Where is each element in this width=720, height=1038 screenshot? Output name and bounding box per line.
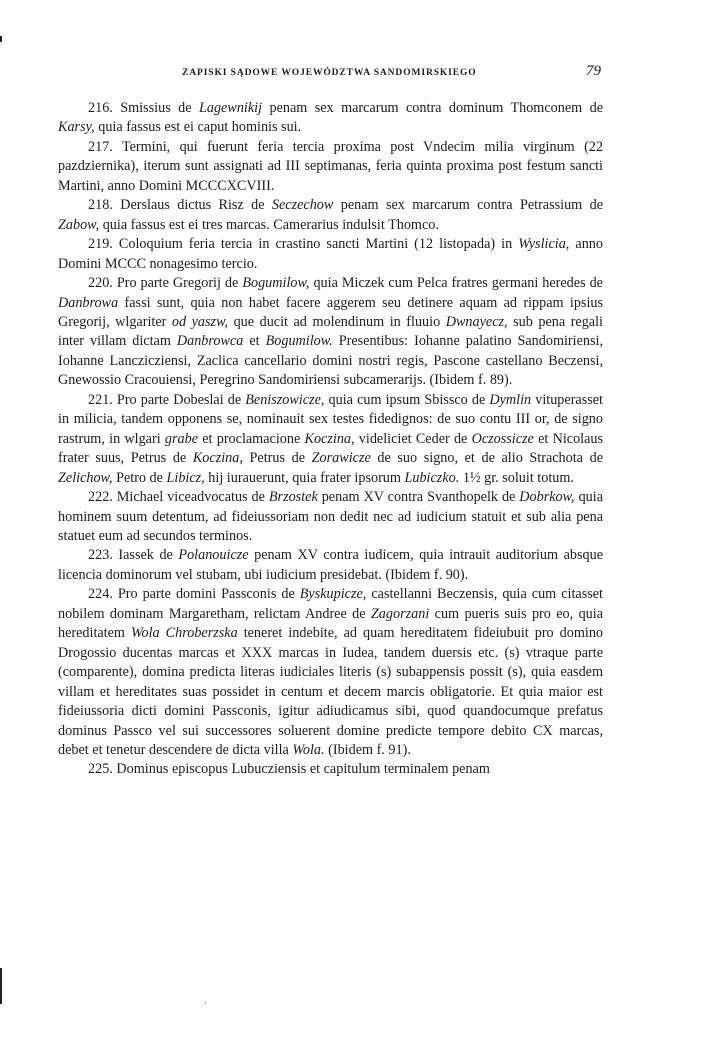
entry-text: castellanni Beczensis, quia cum citasset nobilem dominam Margaretham, relictam Andree de	[58, 586, 603, 622]
entry-place-name: Zelichow,	[58, 469, 113, 486]
entry-text: Petro de	[112, 469, 167, 486]
entry-place-name: Bogumilow,	[242, 275, 310, 292]
page-header	[0, 60, 720, 88]
entry-text: 1½ gr. soluit totum.	[459, 469, 574, 486]
entry-place-name: Zorawicze	[311, 450, 371, 467]
entry-text: 223. Iassek de	[88, 547, 179, 564]
entry-place-name: grabe	[164, 430, 199, 447]
entry-text: 216. Smissius de	[88, 100, 199, 116]
entry-place-name: Bogumilow.	[265, 333, 333, 350]
entry-place-name: Karsy,	[58, 119, 95, 136]
entry-text: 221. Pro parte Dobeslai de	[88, 391, 246, 408]
entry-text: quia Miczek cum Pelca fratres germani heredes de	[309, 275, 603, 292]
entry-place-name: Lubiczko.	[404, 469, 460, 486]
entry-text: 220. Pro parte Gregorij de	[88, 275, 243, 292]
entry-paragraph	[58, 138, 603, 196]
entry-text: 219. Coloquium feria tercia in crastino sancti Martini (12 listopada) in	[88, 236, 519, 253]
entry-place-name: Wola Chroberzska	[131, 625, 238, 642]
entry-text: hij iurauerunt, quia frater ipsorum	[204, 469, 405, 486]
page-number: 79	[586, 63, 601, 79]
entry-place-name: Zagorzani	[370, 605, 430, 622]
page-edge-mark-bottom	[0, 968, 2, 1004]
entry-text: et	[243, 333, 266, 350]
entry-place-name: Beniszowicze,	[245, 391, 325, 408]
entry-paragraph	[58, 196, 603, 235]
entry-text: penam sex marcarum contra dominum Thomconem de	[262, 100, 603, 116]
entry-text: quia hominem suum detentum, ad fideiussoriam non dedit nec ad iudicium statuit et sub alia pena statuet eum ad secundos terminos.	[58, 489, 603, 544]
entry-text: que ducit ad molendinum in fluuio	[228, 313, 446, 330]
entry-place-name: Dobrkow,	[519, 489, 575, 506]
entry-text: vituperasset in milicia, tandem opponens se, nominauit sex testes fidedignos: de suo contu III or, de signo rastrum, in wlgari	[58, 391, 603, 447]
entry-text: 224. Pro parte domini Passconis de	[88, 586, 300, 603]
entry-paragraph	[58, 488, 603, 546]
entry-place-name: Byskupicze,	[299, 586, 367, 603]
entry-paragraph	[58, 235, 603, 274]
entry-text: quia fassus est ei caput hominis sui.	[94, 119, 302, 136]
entry-place-name: Lagewnikij	[198, 100, 263, 116]
entry-text: penam sex marcarum contra Petrassium de	[333, 197, 603, 214]
entry-place-name: Danbrowca	[176, 333, 244, 350]
entry-text: (Ibidem f. 91).	[324, 741, 411, 758]
entry-text: penam XV contra Svanthopelk de	[317, 489, 520, 506]
entry-text: quia fassus est ei tres marcas. Camerarius indulsit Thomco.	[99, 216, 439, 233]
entry-paragraph	[58, 546, 603, 585]
entry-place-name: Polanouicze	[178, 547, 249, 564]
entry-paragraph	[58, 585, 603, 760]
entry-text: Petrus de	[242, 450, 312, 467]
entry-text: quia cum ipsum Sbissco de	[324, 391, 490, 408]
entry-place-name: Zabow,	[58, 216, 100, 233]
entry-paragraph	[58, 391, 603, 488]
entry-text: et proclamacione	[198, 430, 305, 447]
entry-text: 225. Dominus episcopus Lubucziensis et capitulum terminalem penam	[88, 761, 490, 778]
entry-place-name: Koczina,	[192, 450, 243, 467]
entry-place-name: Wola.	[292, 741, 325, 758]
entry-text: sub pena regali inter villam dictam	[58, 313, 603, 350]
entry-place-name: Libicz,	[166, 469, 205, 486]
entry-text: 222. Michael viceadvocatus de	[88, 489, 269, 506]
body-text	[58, 99, 603, 780]
entry-paragraph	[58, 274, 603, 391]
running-title: ZAPISKI SĄDOWE WOJEWÓDZTWA SANDOMIRSKIEGO	[182, 68, 477, 78]
entry-text: 217. Termini, qui fuerunt feria tercia proxima post Vndecim milia virginum (22 pazdziernika), iterum sunt assignati ad III septimanas, feria quinta proxima post festum sancti Martini, anno Domini MCCCXCVIII.	[58, 138, 603, 194]
entry-text: Presentibus: Iohanne palatino Sandomiriensi, Iohanne Lanczicziensi, Zaclica cancellario domini nostri regis, Pascone castellano Beczensi, Gnewossio Cracouiensi, Peregrino Sandomiriensi subcamerarijs. (Ibidem f. 89).	[58, 333, 603, 389]
entry-text: fassi sunt, quia non habet facere aggerem seu detinere aquam ad rippam ipsius Gregorij, wlgariter	[58, 294, 603, 330]
entry-place-name: od yaszw,	[171, 313, 229, 330]
entry-place-name: Dwnayecz,	[445, 313, 508, 330]
entry-text: 218. Derslaus dictus Risz de	[88, 197, 272, 214]
entry-text: teneret indebite, ad quam hereditatem fideiubuit pro domino Drogossio ducentas marcas et XXX marcas in Iudea, tandem duersis etc. (s) vtraque parte (comparente), domina predicta literas iudiciales literis (s) subappensis possit (s), quia easdem villam et hereditates suas possidet in centum et decem marcis obligatorie. Et quia maior est fideiussoria dicti domini Passconis, igitur adiudicamus sibi, quod quandocumque prefatus dominus Passco vel sui successores soluerent domine predicte tempore debito CX marcas, debet et tenetur descendere de dicta villa	[58, 625, 604, 758]
entry-text: penam XV contra iudicem, quia intrauit auditorium absque licencia dominorum vel stubam, ubi iudicium presidebat. (Ibidem f. 90).	[58, 547, 603, 583]
entry-place-name: Wyslicia,	[518, 236, 570, 253]
entry-place-name: Seczechow	[271, 197, 334, 214]
entry-place-name: Danbrowa	[58, 294, 119, 311]
entry-place-name: Brzostek	[268, 489, 318, 506]
entry-place-name: Koczina,	[304, 430, 355, 447]
entry-text: de suo signo, et de alio Strachota de	[370, 450, 603, 467]
entry-text: videliciet Ceder de	[354, 430, 472, 447]
entry-text: anno Domini MCCC nonagesimo tercio.	[58, 236, 603, 272]
stray-mark: ,	[204, 995, 207, 1006]
entry-text: cum pueris suis pro eo, quia hereditatem	[58, 605, 603, 642]
entry-paragraph	[58, 99, 603, 138]
entry-paragraph	[58, 760, 603, 779]
entry-place-name: Dymlin	[489, 391, 532, 408]
page-edge-mark-top	[0, 36, 2, 42]
entry-place-name: Oczossicze	[471, 430, 534, 447]
entry-text: et Nicolaus frater suus, Petrus de	[58, 430, 604, 467]
